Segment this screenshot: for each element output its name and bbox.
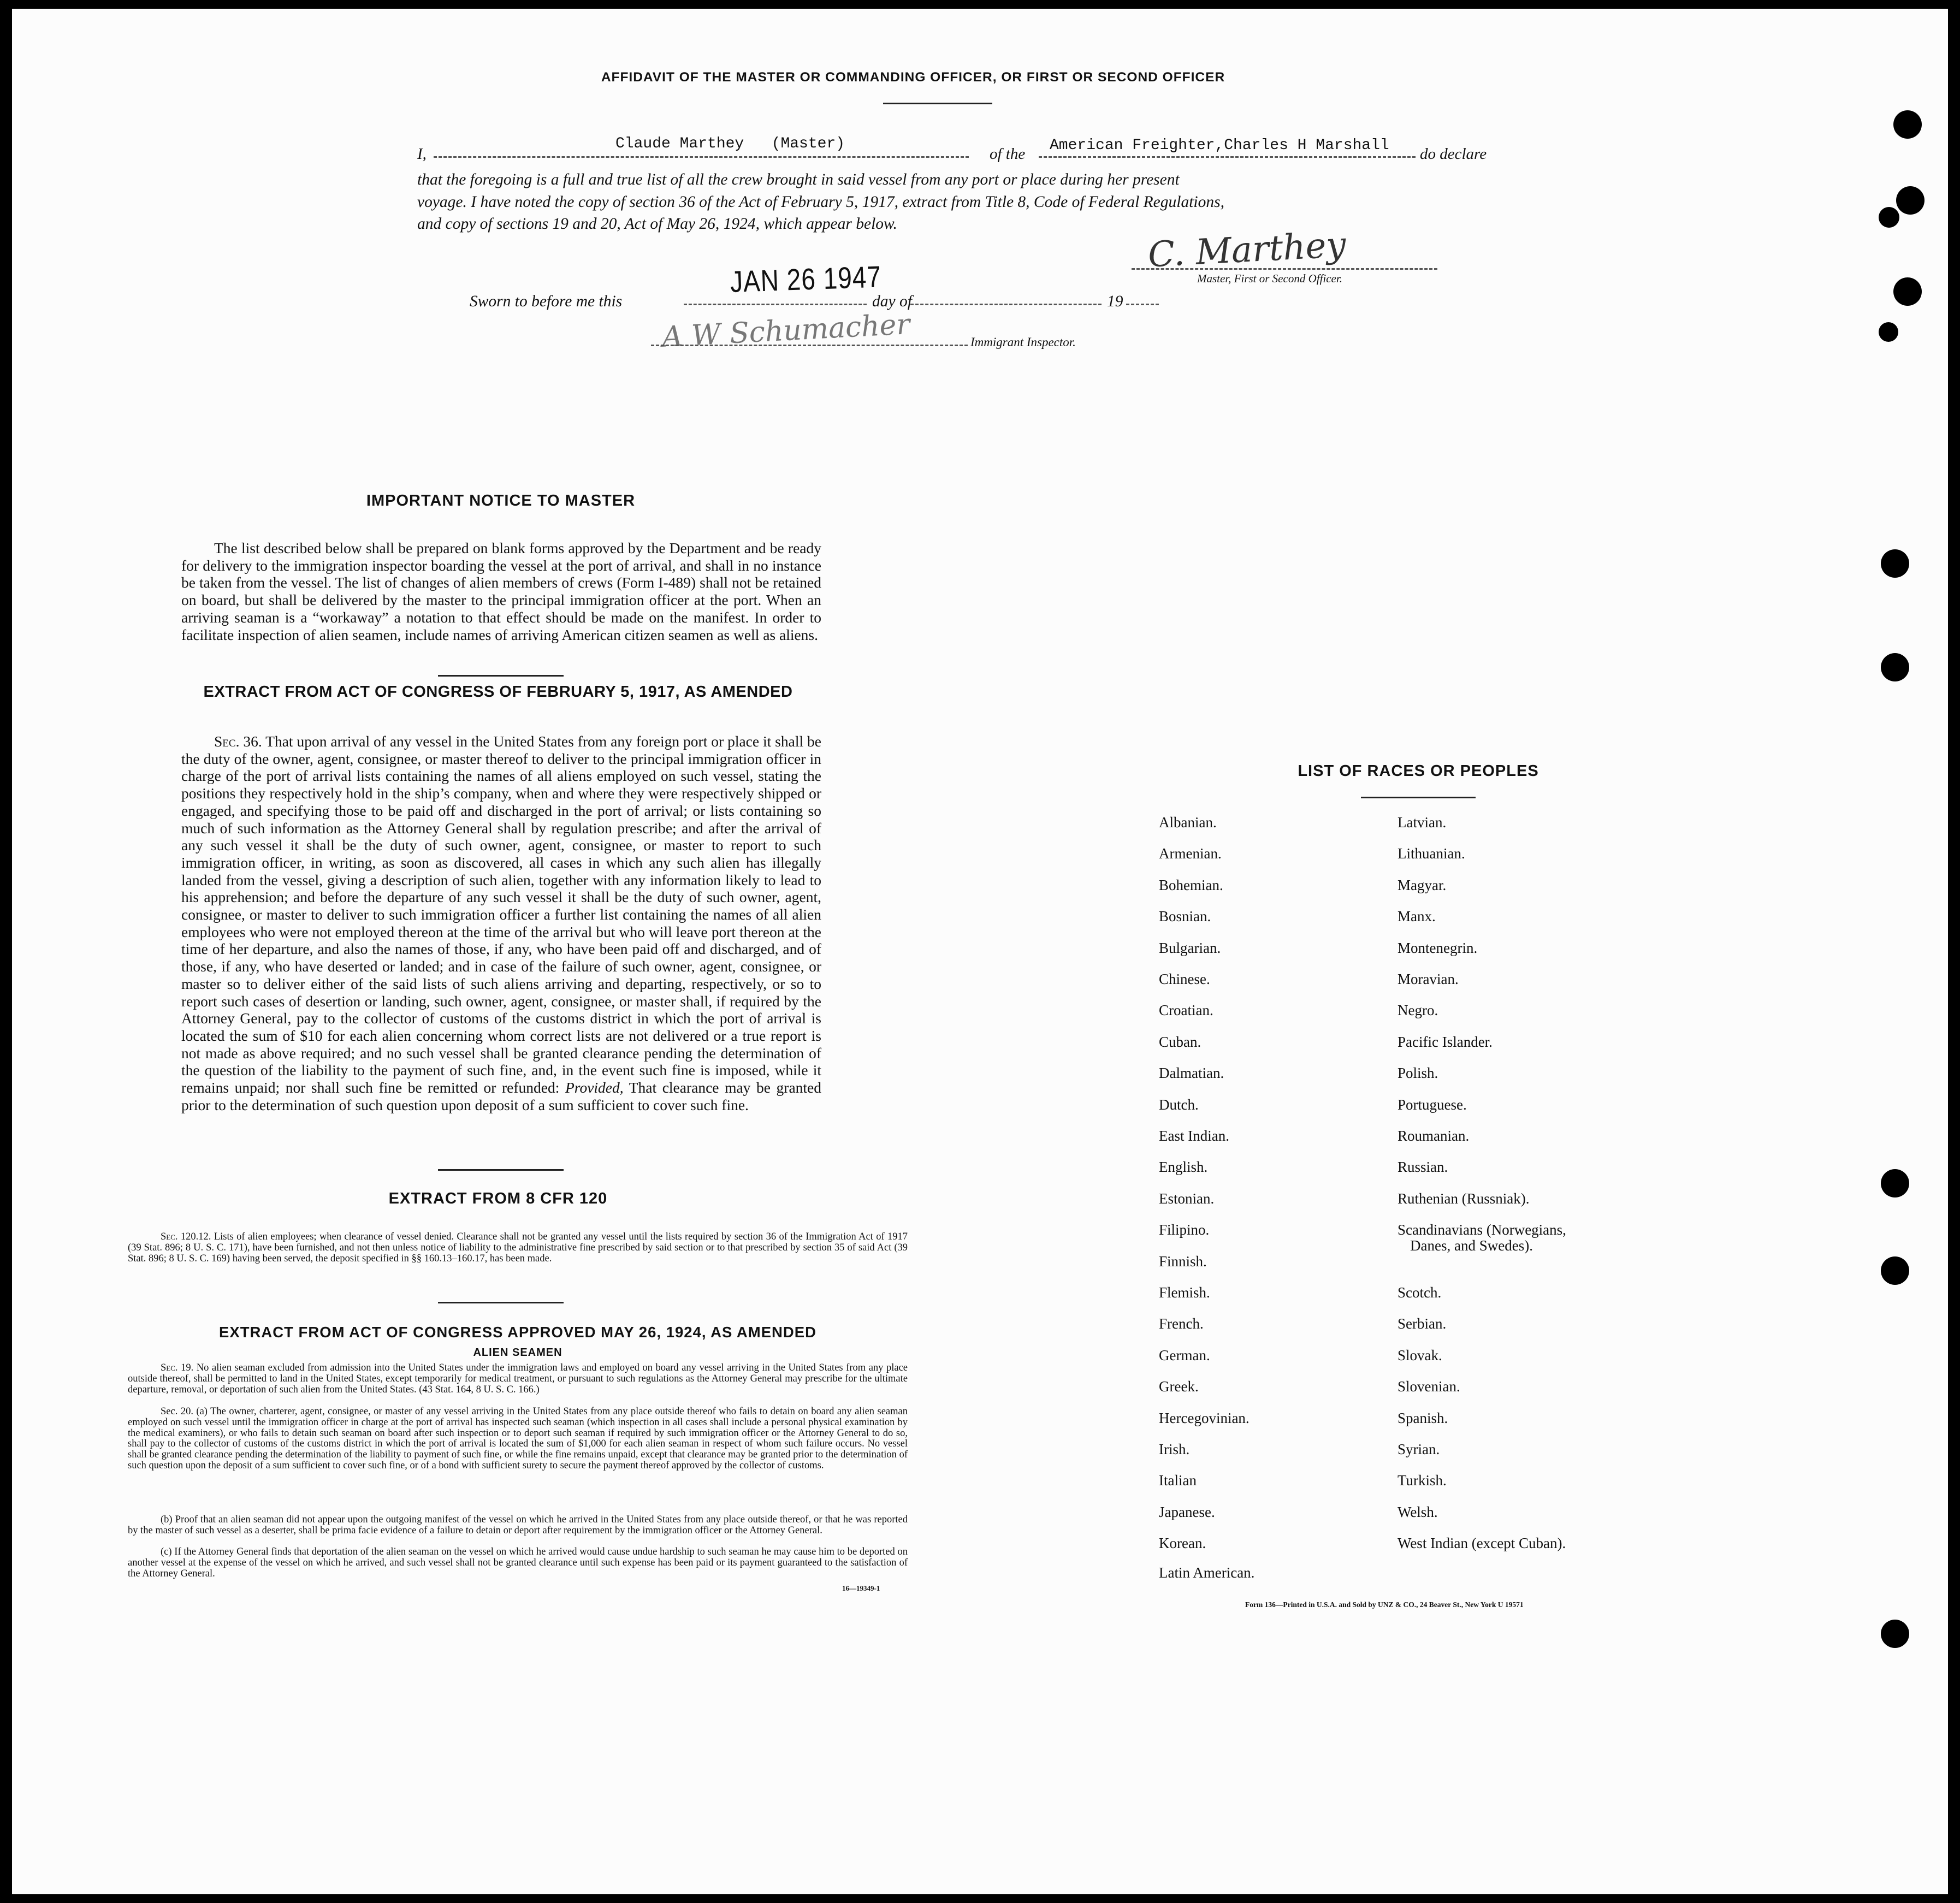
binder-hole xyxy=(1881,1256,1909,1285)
binder-hole xyxy=(1881,653,1909,681)
day-of-label: day of xyxy=(872,293,912,310)
race-item: Slovenian. xyxy=(1398,1378,1460,1395)
extract-cfr-title: EXTRACT FROM 8 CFR 120 xyxy=(388,1190,608,1207)
inspector-signature: A W Schumacher xyxy=(661,308,911,354)
race-item: Moravian. xyxy=(1398,971,1459,987)
binder-hole xyxy=(1893,110,1922,139)
race-item: Chinese. xyxy=(1159,971,1210,987)
extract-1924-title: EXTRACT FROM ACT OF CONGRESS APPROVED MAY 26, 1924, AS AMENDED xyxy=(219,1324,816,1341)
race-item: Korean. xyxy=(1159,1535,1206,1552)
master-signature-line xyxy=(1132,268,1437,270)
binder-hole xyxy=(1881,549,1909,578)
race-item: Portuguese. xyxy=(1398,1096,1467,1113)
affidavit-line-3: voyage. I have noted the copy of section 36 of the Act of February 5, 1917, extract from Title 8, Code of Federal Regulations, xyxy=(417,193,1224,211)
extract-1917-title: EXTRACT FROM ACT OF CONGRESS OF FEBRUARY 5, 1917, AS AMENDED xyxy=(203,683,793,701)
race-item: Manx. xyxy=(1398,908,1436,925)
race-item: Croatian. xyxy=(1159,1002,1213,1019)
notice-body: The list described below shall be prepared on blank forms approved by the Department and be ready for delivery to the immigration inspector boarding the vessel at the port of arrival, and shall in no instance be taken from the vessel. The list of changes of alien members of crews (Form I-489) shall not be retained on board, but shall be delivered by the master to the principal immigration officer at the port. When an arriving seaman is a “workaway” a notation to that effect should be made on the manifest. In order to facilitate inspection of alien seamen, include names of arriving American citizen seamen as well as aliens. xyxy=(181,540,821,643)
section-label: Sec. 120.12. xyxy=(161,1231,211,1242)
affidavit-line-4: and copy of sections 19 and 20, Act of May 26, 1924, which appear below. xyxy=(417,215,897,233)
date-stamp: JAN 26 1947 xyxy=(729,259,882,299)
master-name-line xyxy=(434,156,969,158)
race-item: Bohemian. xyxy=(1159,876,1223,893)
race-item: Lithuanian. xyxy=(1398,845,1465,862)
extract-1924-subtitle: ALIEN SEAMEN xyxy=(473,1347,562,1359)
section-36-text: That upon arrival of any vessel in the United States from any foreign port or place it shall be the duty of the owner, agent, consignee, or master thereof to deliver to the principal immigration officer in charge of the port of arrival lists containing the names of all aliens employed on such vessel, stating the positions they respectively hold in the ship’s company, when and where they were respectively shipped or engaged, and specifying those to be paid off and discharged in the port of arrival; or lists containing so much of such information as the Attorney General shall by regulation prescribe; and after the arrival of any such vessel it shall be the duty of such owner, agent, consignee, or master to report to such immigration officer, in writing, as soon as discovered, all cases in which any such alien has illegally landed from the vessel, giving a description of such alien, together with any information likely to lead to his apprehension; and before the departure of any such vessel it shall be the duty of such owner, agent, consignee, or master to deliver to such immigration officer a further list containing the names of all alien employees who were not employed thereon at the time of the arrival but who will leave port thereon at the time of her departure, and also the names of those, if any, who have been paid off and discharged, and of those, if any, who have deserted or landed; and in case of the failure of such owner, agent, consignee, or master so to deliver either of the said lists of such aliens arriving and departing, respectively, or so to report such cases of desertion or landing, such owner, agent, consignee, or master shall, if required by the Attorney General, pay to the collector of customs of the customs district in which the port of arrival is located the sum of $10 for each alien concerning whom correct lists are not delivered or a true report is not made as above required; and no such vessel shall be granted clearance pending the determination of the question of the liability to the payment of such fine, and, in the event such fine is imposed, while it remains unpaid; nor shall such fine be remitted or refunded: xyxy=(181,733,821,1096)
race-item: Cuban. xyxy=(1159,1033,1201,1050)
extract-1917-body xyxy=(181,733,821,1113)
race-item: West Indian (except Cuban). xyxy=(1398,1535,1566,1552)
title-underline xyxy=(883,103,992,104)
affidavit-of-the: of the xyxy=(990,145,1026,163)
race-item: Filipino. xyxy=(1159,1222,1210,1238)
race-item: Bosnian. xyxy=(1159,908,1211,925)
race-item: Spanish. xyxy=(1398,1409,1448,1426)
race-item: Syrian. xyxy=(1398,1441,1440,1457)
race-item: East Indian. xyxy=(1159,1128,1229,1144)
binder-hole xyxy=(1879,207,1899,228)
race-item: Slovak. xyxy=(1398,1347,1442,1363)
race-item: Japanese. xyxy=(1159,1503,1215,1520)
race-item: Polish. xyxy=(1398,1065,1438,1082)
race-item: Ruthenian (Russniak). xyxy=(1398,1190,1530,1207)
affidavit-title: AFFIDAVIT OF THE MASTER OR COMMANDING OFFICER, OR FIRST OR SECOND OFFICER xyxy=(601,70,1225,85)
race-item: Albanian. xyxy=(1159,814,1217,831)
provided-term: Provided, xyxy=(565,1079,624,1096)
section-36-proviso: That clearance may be granted prior to the determination of such question upon deposit of a sum sufficient to cover such fine. xyxy=(181,1079,821,1113)
affidavit-do-declare: do declare xyxy=(1420,145,1487,163)
race-item: Welsh. xyxy=(1398,1503,1438,1520)
race-item: French. xyxy=(1159,1315,1204,1332)
sworn-label: Sworn to before me this xyxy=(470,293,623,310)
print-code: 16—19349-1 xyxy=(842,1584,880,1592)
divider xyxy=(438,1169,564,1171)
section-19-text: Sec. 19. No alien seaman excluded from admission into the United States under the immigration laws and employed on board any vessel arriving in the United States from any place outside thereof, shall be permitted to land in the United States, except temporarily for medical treatment, or pursuant to such regulations as the Attorney General may prescribe for the ultimate departure, removal, or deportation of such alien from the United States. (43 Stat. 164, 8 U. S. C. 166.) xyxy=(128,1362,908,1395)
races-title: LIST OF RACES OR PEOPLES xyxy=(1298,762,1539,780)
vessel-line xyxy=(1039,156,1416,158)
section-120-text: Lists of alien employees; when clearance of vessel denied. Clearance shall not be granted any vessel until the lists required by section 36 of the Immigration Act of 1917 (39 Stat. 896; 8 U. S. C. 171), have been furnished, and not then unless notice of liability to the administrative fine prescribed by said section or to that prescribed by section 35 of said Act (39 Stat. 896; 8 U. S. C. 169) having been served, the deposit specified in §§ 160.13–160.17, has been made. xyxy=(128,1231,908,1264)
affidavit-i-label: I, xyxy=(417,145,427,163)
race-item: Magyar. xyxy=(1398,876,1447,893)
binder-hole xyxy=(1881,1169,1909,1197)
race-item: Latin American. xyxy=(1159,1564,1255,1581)
section-label: Sec. 36. xyxy=(214,733,262,750)
race-item: Latvian. xyxy=(1398,814,1447,831)
divider xyxy=(438,1302,564,1303)
binder-hole xyxy=(1879,322,1898,342)
race-item: Irish. xyxy=(1159,1441,1190,1457)
notice-title: IMPORTANT NOTICE TO MASTER xyxy=(366,492,636,509)
race-item: Serbian. xyxy=(1398,1315,1447,1332)
race-item: Montenegrin. xyxy=(1398,939,1478,956)
extract-cfr-body xyxy=(128,1232,908,1264)
binder-hole xyxy=(1896,186,1925,215)
master-name-field: Claude Marthey (Master) xyxy=(615,135,845,152)
race-item: Russian. xyxy=(1398,1159,1448,1176)
master-signature: C. Marthey xyxy=(1147,224,1347,276)
section-20b-text: (b) Proof that an alien seaman did not appear upon the outgoing manifest of the vessel on which he arrived in the United States from any place outside thereof, or that he was reported by the master of such vessel as a deserter, shall be prima facie evidence of a failure to detain or deport after requirement by the immigration officer or the Attorney General. xyxy=(128,1514,908,1536)
inspector-line xyxy=(651,345,968,346)
race-item: Pacific Islander. xyxy=(1398,1033,1493,1050)
race-item: Armenian. xyxy=(1159,845,1222,862)
document-page xyxy=(12,9,1948,1894)
race-item: Roumanian. xyxy=(1398,1128,1470,1144)
race-item: Bulgarian. xyxy=(1159,939,1221,956)
race-item: Finnish. xyxy=(1159,1253,1207,1270)
race-item: Flemish. xyxy=(1159,1284,1210,1301)
inspector-caption: Immigrant Inspector. xyxy=(970,335,1076,349)
binder-hole xyxy=(1881,1620,1909,1648)
race-item: Estonian. xyxy=(1159,1190,1215,1207)
affidavit-line-2: that the foregoing is a full and true list of all the crew brought in said vessel from any port or place during her present xyxy=(417,171,1180,188)
section-20a-text: Sec. 20. (a) The owner, charterer, agent, consignee, or master of any vessel arriving in the United States from any place outside thereof who fails to detain on board any alien seaman employed on such vessel until the immigration officer in charge at the port of arrival has inspected such seaman (which inspection in all cases shall include a personal physical examination by the medical examiners), or who fails to detain such seaman on board after such inspection or to deport such seaman if required by such immigration officer or the Attorney General to do so, shall pay to the collector of customs of the customs district in which the port of arrival is located the sum of $1,000 for each alien seaman in respect of whom such failure occurs. No vessel shall be granted clearance pending the determination of the liability to payment of such fine, or while the fine remains unpaid, except that clearance may be granted prior to the determination of such question upon the deposit of a sum sufficient to cover such fine, or of a bond with sufficient surety to secure the payment thereof approved by the collector of customs. xyxy=(128,1406,908,1471)
race-item: Greek. xyxy=(1159,1378,1199,1395)
form-footer: Form 136—Printed in U.S.A. and Sold by UNZ & CO., 24 Beaver St., New York U 19571 xyxy=(1245,1600,1524,1609)
race-item: Turkish. xyxy=(1398,1472,1447,1489)
race-item: English. xyxy=(1159,1159,1208,1176)
vessel-name-field: American Freighter,Charles H Marshall xyxy=(1050,137,1389,154)
race-item: Negro. xyxy=(1398,1002,1438,1019)
race-item: German. xyxy=(1159,1347,1210,1363)
section-20c-text: (c) If the Attorney General finds that deportation of the alien seaman on the vessel on which he arrived would cause undue hardship to such seaman he may cause him to be deported on another vessel at the expense of the vessel on which he arrived, and such vessel shall not be granted clearance until such expense has been paid or its payment guaranteed to the satisfaction of the Attorney General. xyxy=(128,1546,908,1579)
year-prefix: 19 xyxy=(1107,293,1123,310)
sworn-year-line xyxy=(1126,304,1159,305)
binder-hole xyxy=(1893,277,1922,306)
races-title-underline xyxy=(1361,797,1476,798)
race-item: Italian xyxy=(1159,1472,1197,1489)
race-item: Dutch. xyxy=(1159,1096,1199,1113)
race-item: Scotch. xyxy=(1398,1284,1442,1301)
race-item: Dalmatian. xyxy=(1159,1065,1224,1082)
race-item: Hercegovinian. xyxy=(1159,1409,1250,1426)
divider xyxy=(438,675,564,677)
sworn-month-line xyxy=(910,304,1102,305)
race-item: Danes, and Swedes). xyxy=(1410,1237,1533,1254)
master-signature-caption: Master, First or Second Officer. xyxy=(1197,272,1342,285)
section-label: Sec. 19. xyxy=(161,1362,194,1373)
race-item: Scandinavians (Norwegians, xyxy=(1398,1222,1566,1238)
sworn-day-line xyxy=(684,304,867,305)
